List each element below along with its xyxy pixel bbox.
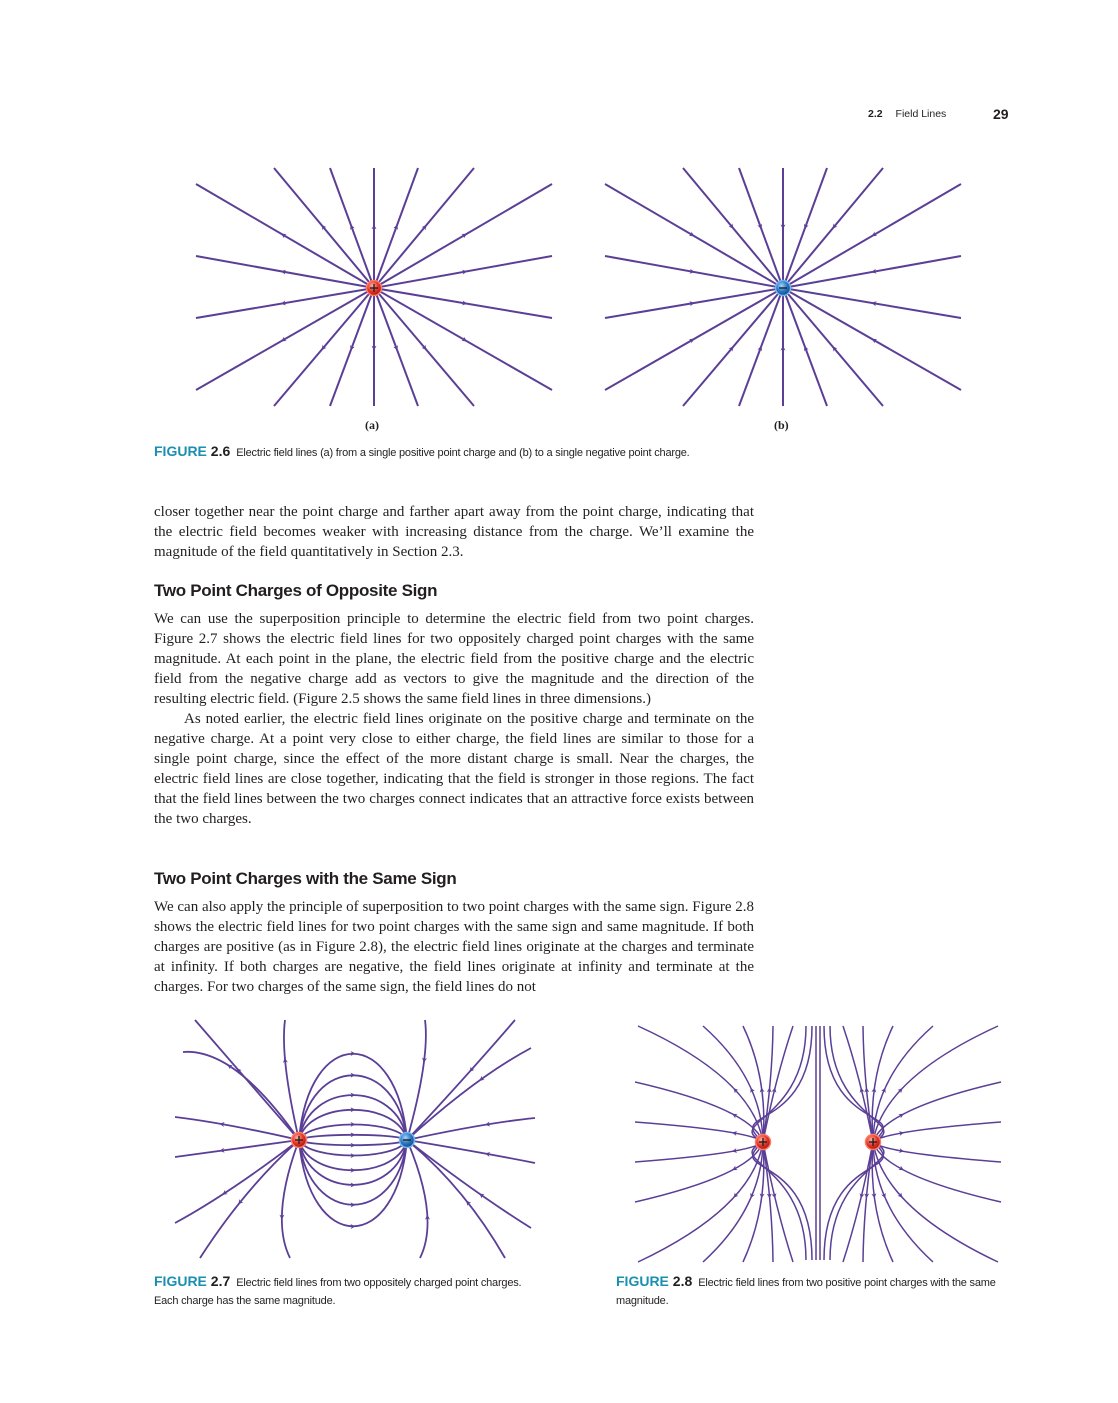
figure-2-8-two-positive-field: [635, 1022, 1005, 1262]
figure-2-6-caption: [154, 442, 1054, 462]
page-number: 29: [993, 106, 1009, 122]
positive-charge-icon: [756, 1135, 771, 1150]
figure-2-7-dipole-field: [175, 1018, 540, 1263]
positive-charge-icon: [367, 281, 382, 296]
heading-same-sign: Two Point Charges with the Same Sign: [154, 869, 457, 888]
positive-charge-icon: [866, 1135, 881, 1150]
section-title: Field Lines: [895, 108, 947, 120]
section-number: 2.2: [868, 108, 883, 120]
figure-2-6-caption-text: Electric field lines (a) from a single positive point charge and (b) to a single negative point charge.: [236, 447, 690, 459]
figure-2-7-caption: [154, 1272, 534, 1310]
paragraph: We can also apply the principle of superposition to two point charges with the same sign. Figure 2.8 shows the electric field lines for two point charges with the same sign and same magnitude. If both charges are positive (as in Figure 2.8), the electric field lines originate at the charges and terminate at infinity. If both charges are negative, the field lines originate at infinity and terminate at the charges. For two charges of the same sign, the field lines do not: [154, 899, 754, 995]
paragraph: As noted earlier, the electric field lines originate on the positive charge and terminate on the negative charge. At a point very close to either charge, the field lines are similar to those for a single point charge, since the effect of the more distant charge is small. Near the charges, the electric field lines are close together, indicating that the field is stronger in those regions. The fact that the field lines between the two charges connect indicates that an attractive force exists between the two charges.: [154, 711, 754, 827]
figure-2-6b-label: (b): [774, 418, 789, 432]
figure-2-7-caption-text: Electric field lines from two oppositely charged point charges. Each charge has the same magnitude.: [154, 1277, 522, 1307]
negative-charge-icon: [776, 281, 791, 296]
running-head: [868, 108, 946, 120]
figure-2-8-caption: [616, 1272, 1006, 1310]
negative-charge-icon: [400, 1133, 415, 1148]
figure-2-6a-positive-charge-field: [196, 166, 554, 410]
figure-2-7-label: FIGURE 2.7: [154, 1273, 231, 1289]
figure-2-6-label: FIGURE 2.6: [154, 443, 231, 459]
paragraph: We can use the superposition principle to determine the electric field from two point charges. Figure 2.7 shows the electric field lines for two oppositely charged point charges with the same magnitude. At each point in the plane, the electric field from the positive charge and the electric field from the negative charge add as vectors to give the magnitude and the direction of the resulting electric field. (Figure 2.5 shows the same field lines in three dimensions.): [154, 611, 754, 707]
figure-2-6a-label: (a): [365, 418, 379, 432]
figure-2-8-label: FIGURE 2.8: [616, 1273, 693, 1289]
positive-charge-icon: [292, 1133, 307, 1148]
section-same-body: [154, 897, 754, 997]
figure-2-6b-negative-charge-field: [605, 166, 963, 410]
intro-paragraph: closer together near the point charge and farther apart away from the point charge, indicating that the electric field becomes weaker with increasing distance from the charge. We’ll examine the magnitude of the field quantitatively in Section 2.3.: [154, 504, 754, 560]
heading-opposite-sign: Two Point Charges of Opposite Sign: [154, 581, 438, 600]
section-opposite-body: [154, 609, 754, 829]
figure-2-8-caption-text: Electric field lines from two positive point charges with the same magnitude.: [616, 1277, 996, 1307]
